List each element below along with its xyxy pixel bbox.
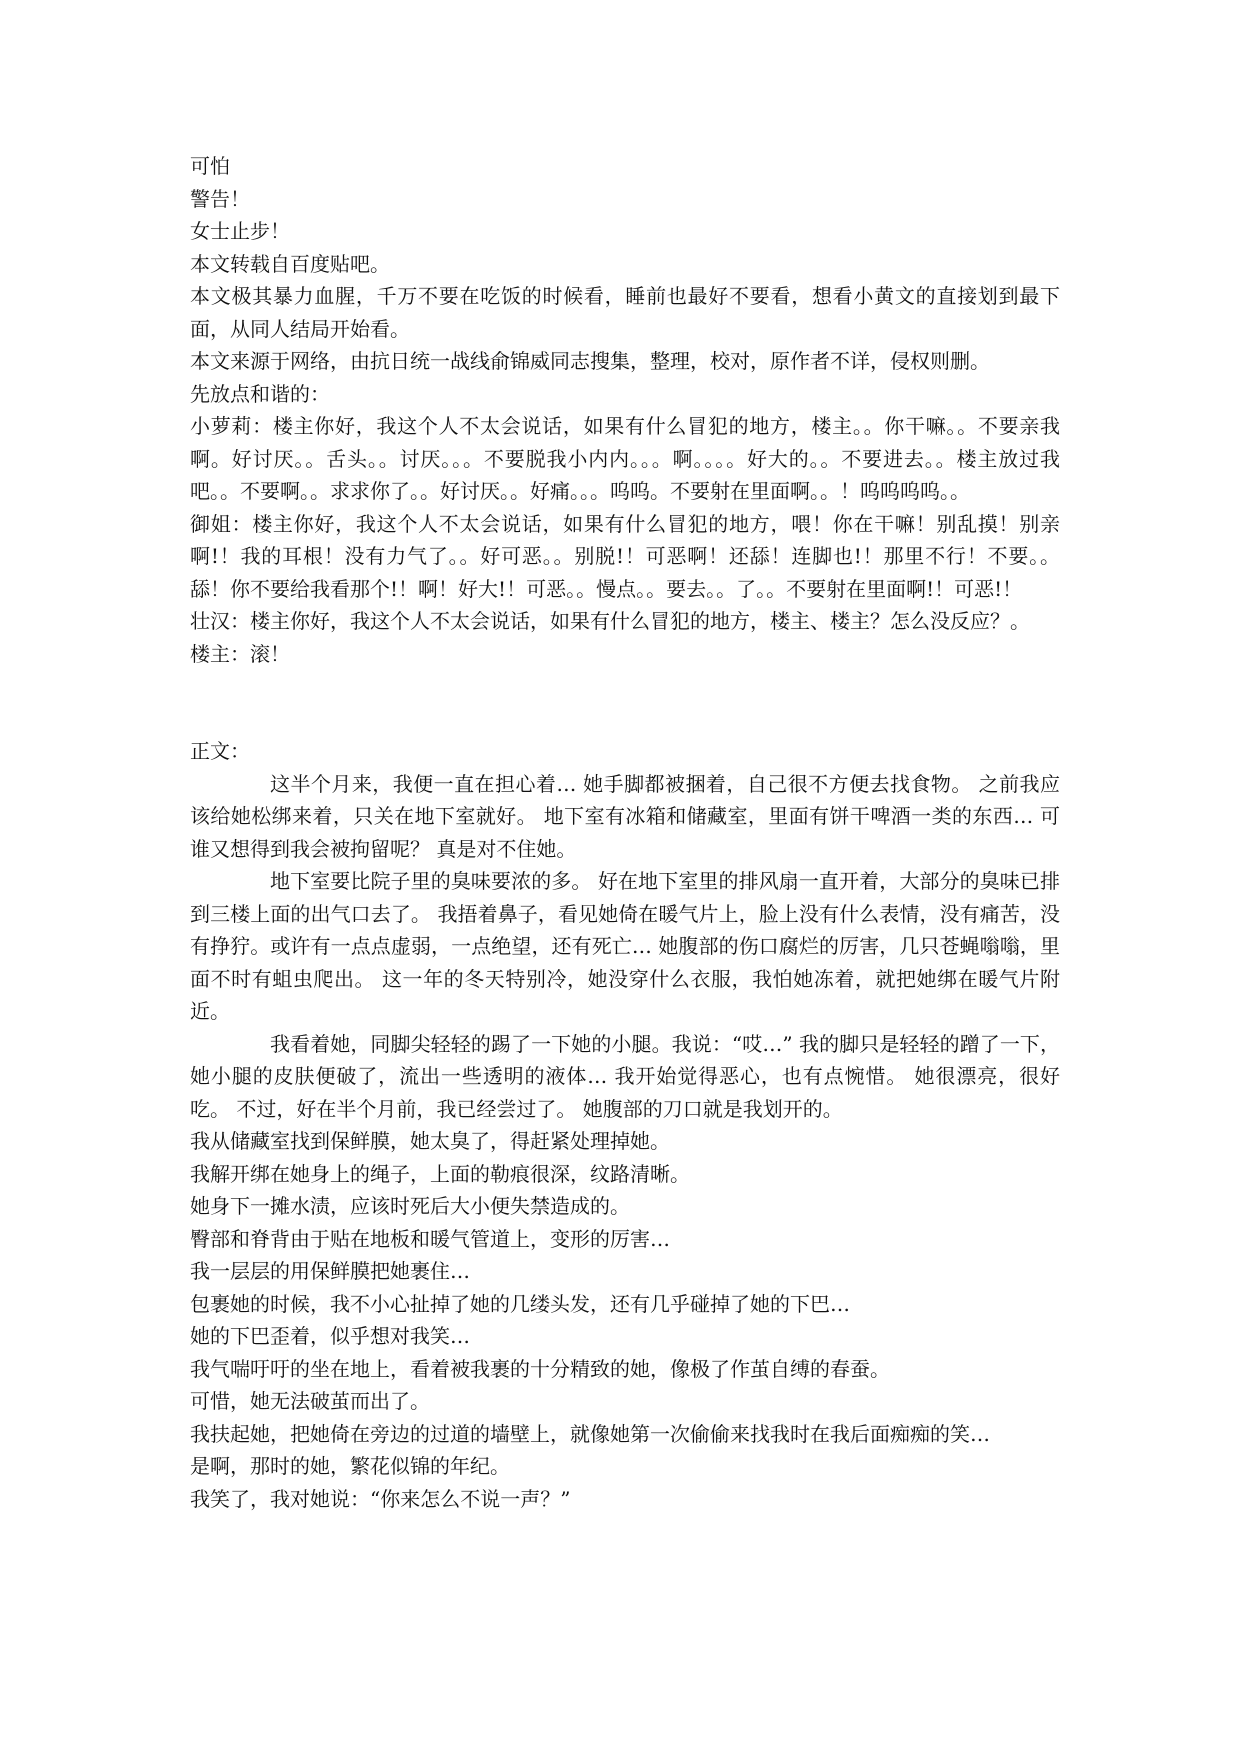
source-line: 本文转载自百度贴吧。 (190, 251, 390, 276)
credit-paragraph: 本文来源于网络，由抗日统一战线俞锦威同志搜集，整理，校对，原作者不详，侵权则删。 (190, 349, 990, 373)
title-line: 可怕 (190, 154, 230, 178)
story-line: 可惜，她无法破茧而出了。 (190, 1389, 430, 1413)
story-line: 臀部和脊背由于贴在地板和暖气管道上，变形的厉害… (190, 1226, 670, 1251)
story-paragraph-2: 地下室要比院子里的臭味要浓的多。 好在地下室里的排风扇一直开着，大部分的臭味已排到三楼上面的出气口去了。 我捂着鼻子，看见她倚在暖气片上，脸上没有什么表情，没有痛苦，没有挣狞。或许有一点点虚弱，一点绝望，还有死亡… 她腹部的伤口腐烂的厉害，几只苍蝇嗡嗡，里面不时有蛆虫爬出。 这一年的冬天特别冷，她没穿什么衣服，我怕她冻着，就把她绑在暖气片附近。 (190, 869, 1060, 1023)
preface-line: 先放点和谐的： (190, 381, 330, 406)
story-line: 我笑了，我对她说：“你来怎么不说一声？” (190, 1486, 571, 1511)
story-line: 我扶起她，把她倚在旁边的过道的墙壁上，就像她第一次偷偷来找我时在我后面痴痴的笑… (190, 1421, 990, 1446)
story-line: 我一层层的用保鲜膜把她裹住… (190, 1259, 470, 1283)
story-line: 她的下巴歪着，似乎想对我笑… (190, 1324, 470, 1348)
story-line: 她身下一摊水渍，应该时死后大小便失禁造成的。 (190, 1194, 630, 1218)
joke-paragraph-3: 壮汉：楼主你好，我这个人不太会说话，如果有什么冒犯的地方，楼主、楼主？怎么没反应？。 (190, 609, 1030, 633)
warning-line: 警告！ (190, 186, 250, 211)
joke-paragraph-2: 御姐：楼主你好，我这个人不太会说话，如果有什么冒犯的地方，喂！你在干嘛！别乱摸！别亲啊!！我的耳根！没有力气了。。好可恶。。别脱!！可恶啊！还舔！连脚也!！那里不行！不要。。舔！你不要给我看那个!！啊！好大!！可恶。。慢点。。要去。。了。。不要射在里面啊!！可恶!！ (190, 511, 1060, 601)
content-warning-paragraph: 本文极其暴力血腥，千万不要在吃饭的时候看，睡前也最好不要看，想看小黄文的直接划到最下面，从同人结局开始看。 (190, 284, 1060, 341)
story-paragraph-3: 我看着她，同脚尖轻轻的踢了一下她的小腿。我说：“哎…” 我的脚只是轻轻的蹭了一下，她小腿的皮肤便破了，流出一些透明的液体… 我开始觉得恶心，也有点惋惜。 她很漂亮，很好吃。 不过，好在半个月前，我已经尝过了。 她腹部的刀口就是我划开的。 (190, 1031, 1060, 1121)
story-line: 包裹她的时候，我不小心扯掉了她的几缕头发，还有几乎碰掉了她的下巴… (190, 1291, 850, 1316)
notice-line: 女士止步！ (190, 219, 290, 243)
section-spacer (190, 670, 1060, 735)
story-line: 是啊，那时的她，繁花似锦的年纪。 (190, 1454, 510, 1478)
story-line: 我从储藏室找到保鲜膜，她太臭了，得赶紧处理掉她。 (190, 1129, 670, 1153)
story-line: 我气喘吁吁的坐在地上，看着被我裹的十分精致的她，像极了作茧自缚的春蚕。 (190, 1356, 890, 1381)
story-line: 我解开绑在她身上的绳子，上面的勒痕很深，纹路清晰。 (190, 1161, 690, 1186)
joke-paragraph-1: 小萝莉：楼主你好，我这个人不太会说话，如果有什么冒犯的地方，楼主。。你干嘛。。不要亲我啊。好讨厌。。舌头。。讨厌。。。不要脱我小内内。。。啊。。。。好大的。。不要进去。。楼主放过我吧。。不要啊。。求求你了。。好讨厌。。好痛。。。呜呜。不要射在里面啊。。！呜呜呜呜。。 (190, 414, 1060, 503)
main-text-label: 正文： (190, 739, 250, 763)
document-page (190, 150, 1060, 1515)
joke-punchline: 楼主：滚！ (190, 641, 290, 666)
story-paragraph-1: 这半个月来，我便一直在担心着… 她手脚都被捆着，自己很不方便去找食物。 之前我应该给她松绑来着，只关在地下室就好。 地下室有冰箱和储藏室，里面有饼干啤酒一类的东西… 可谁又想得到我会被拘留呢？ 真是对不住她。 (190, 771, 1060, 861)
